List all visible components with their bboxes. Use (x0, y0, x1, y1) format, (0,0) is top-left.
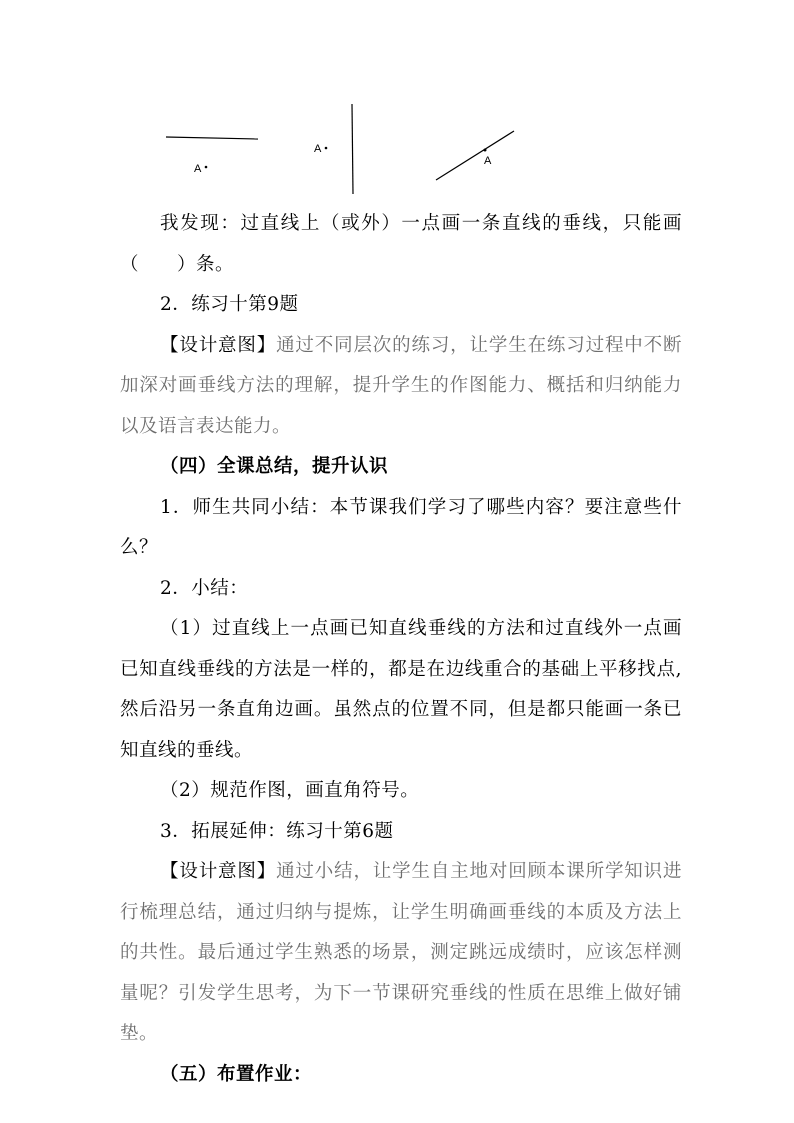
point-a-dot-2 (325, 147, 328, 150)
summary-point-2: （2）规范作图，画直角符号。 (160, 780, 420, 801)
point-a-dot-1 (205, 166, 208, 169)
design-intent-text: 通过小结，让学生自主地对回顾本课所学知识进行梳理总结，通过归纳与提炼，让学生明确画垂线的本质及方法上的共性。最后通过学生熟悉的场景，测定跳远成绩时，应该怎样测量呢？引发学生思考，为下一节课研究垂线的性质在思维上做好铺垫。 (120, 861, 682, 1044)
point-a-dot-3 (484, 149, 487, 152)
design-intent-tag: 【设计意图】 (160, 861, 277, 882)
section-heading-homework: （五）布置作业： (160, 1063, 313, 1085)
extension-item: 3．拓展延伸：练习十第6题 (160, 820, 394, 842)
design-intent-text: 通过不同层次的练习，让学生在练习过程中不断加深对画垂线方法的理解，提升学生的作图能力、概括和归纳能力以及语言表达能力。 (120, 334, 682, 437)
document-body (120, 204, 682, 1095)
slanted-line (436, 131, 514, 180)
design-intent-paragraph-2 (120, 852, 682, 1055)
exercise-9-item: 2．练习十第9题 (160, 294, 299, 315)
finding-paragraph: 我发现：过直线上（或外）一点画一条直线的垂线，只能画（ ）条。 (120, 213, 682, 275)
vertical-line (352, 104, 353, 194)
summary-point-1: （1）过直线上一点画已知直线垂线的方法和过直线外一点画已知直线垂线的方法是一样的，都是在边线重合的基础上平移找点,然后沿另一条直角边画。虽然点的位置不同，但是都只能画一条已知直线的垂线。 (120, 618, 682, 761)
summary-item-2: 2．小结： (160, 577, 249, 599)
horizontal-line (166, 137, 258, 139)
design-intent-tag: 【设计意图】 (160, 334, 277, 356)
summary-item-1: 1．师生共同小结：本节课我们学习了哪些内容？要注意些什么？ (120, 496, 682, 558)
perpendicular-exercise-figure (0, 0, 794, 210)
point-a-label-2: A (314, 143, 322, 155)
design-intent-paragraph-1 (120, 326, 682, 448)
point-a-label-3: A (484, 155, 492, 167)
section-heading-summary: （四）全课总结，提升认识 (160, 456, 389, 477)
point-a-label-1: A (194, 163, 202, 175)
